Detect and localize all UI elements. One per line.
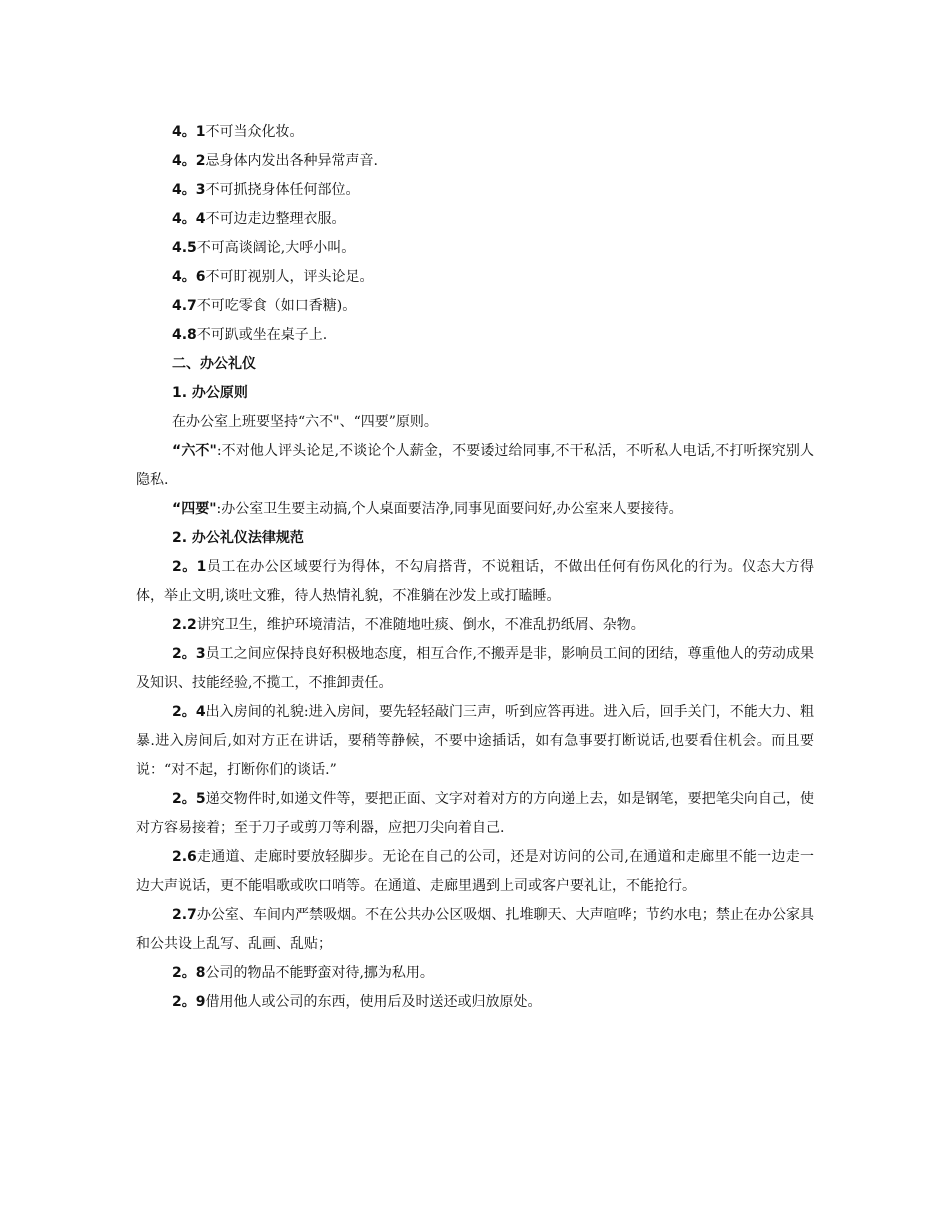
item-number: 2.7 bbox=[172, 907, 197, 923]
list-item bbox=[136, 553, 814, 611]
item-text: 讲究卫生，维护环境清洁，不准随地吐痰、倒水，不准乱扔纸屑、杂物。 bbox=[196, 617, 645, 633]
item-number: 2。4 bbox=[172, 704, 206, 720]
list-item bbox=[136, 640, 814, 698]
item-number: 4。4 bbox=[172, 211, 206, 227]
item-text: 不可趴或坐在桌子上. bbox=[196, 327, 328, 343]
item-number: 4.7 bbox=[172, 298, 197, 314]
item-number: 4。2 bbox=[172, 153, 206, 169]
item-text: 公司的物品不能野蛮对待,挪为私用。 bbox=[205, 965, 434, 981]
section-title: 二、办公礼仪 bbox=[172, 356, 256, 372]
item-text: 不可抓挠身体任何部位。 bbox=[205, 182, 360, 198]
siyao-label: “四要" bbox=[172, 501, 217, 517]
item-number: 4。6 bbox=[172, 269, 206, 285]
item-text: 员工之间应保持良好积极地态度，相互合作,不搬弄是非，影响员工间的团结，尊重他人的劳动成果及知识、技能经验,不揽工，不推卸责任。 bbox=[136, 646, 814, 691]
list-item bbox=[136, 959, 814, 988]
list-item bbox=[136, 176, 814, 205]
item-number: 4.5 bbox=[172, 240, 197, 256]
subsection-title-principles: 1. 办公原则 bbox=[172, 385, 248, 401]
list-item bbox=[136, 988, 814, 1017]
item-number: 4.8 bbox=[172, 327, 197, 343]
siyao-text: :办公室卫生要主动搞,个人桌面要洁净,同事见面要问好,办公室来人要接待。 bbox=[216, 501, 683, 517]
item-text: 不可高谈阔论,大呼小叫。 bbox=[196, 240, 356, 256]
intro-paragraph: 在办公室上班要坚持“六不"、“四要”原则。 bbox=[172, 414, 438, 430]
item-text: 不可盯视别人，评头论足。 bbox=[205, 269, 374, 285]
list-item bbox=[136, 611, 814, 640]
item-text: 员工在办公区域要行为得体，不勾肩搭背，不说粗话，不做出任何有伤风化的行为。仪态大方得体，举止文明,谈吐文雅，待人热情礼貌，不准躺在沙发上或打瞌睡。 bbox=[136, 559, 815, 604]
item-number: 4。1 bbox=[172, 124, 206, 140]
item-text: 出入房间的礼貌:进入房间，要先轻轻敲门三声，听到应答再进。进入后，回手关门，不能大力、粗暴.进入房间后,如对方正在讲话，要稍等静候，不要中途插话，如有急事要打断说话,也要看住机会。而且要说：“对不起，打断你们的谈话.” bbox=[136, 704, 814, 778]
item-text: 借用他人或公司的东西，使用后及时送还或归放原处。 bbox=[205, 994, 542, 1010]
item-text: 不可当众化妆。 bbox=[205, 124, 304, 140]
list-section-4 bbox=[136, 118, 814, 350]
item-number: 4。3 bbox=[172, 182, 206, 198]
liubu-paragraph bbox=[136, 437, 814, 495]
item-number: 2.6 bbox=[172, 849, 197, 865]
item-number: 2。9 bbox=[172, 994, 206, 1010]
list-item bbox=[136, 785, 814, 843]
item-text: 忌身体内发出各种异常声音. bbox=[205, 153, 378, 169]
subsection-title-rules: 2. 办公礼仪法律规范 bbox=[172, 530, 304, 546]
liubu-text: :不对他人评头论足,不谈论个人薪金，不要诿过给同事,不干私活，不听私人电话,不打听探究别人隐私. bbox=[136, 443, 814, 488]
item-text: 办公室、车间内严禁吸烟。不在公共办公区吸烟、扎堆聊天、大声喧哗；节约水电；禁止在办公家具和公共设上乱写、乱画、乱贴； bbox=[136, 907, 814, 952]
liubu-label: “六不" bbox=[172, 443, 217, 459]
item-number: 2。8 bbox=[172, 965, 206, 981]
list-section-2 bbox=[136, 553, 814, 1017]
list-item bbox=[136, 698, 814, 785]
item-text: 不可边走边整理衣服。 bbox=[205, 211, 346, 227]
item-number: 2.2 bbox=[172, 617, 197, 633]
item-number: 2。1 bbox=[172, 559, 207, 575]
item-text: 不可吃零食（如口香糖)。 bbox=[196, 298, 357, 314]
list-item bbox=[136, 292, 814, 321]
siyao-paragraph bbox=[136, 495, 814, 524]
list-item bbox=[136, 234, 814, 263]
list-item bbox=[136, 843, 814, 901]
item-number: 2。3 bbox=[172, 646, 206, 662]
list-item bbox=[136, 118, 814, 147]
list-item bbox=[136, 147, 814, 176]
item-text: 走通道、走廊时要放轻脚步。无论在自己的公司，还是对访问的公司,在通道和走廊里不能一边走一边大声说话，更不能唱歌或吹口哨等。在通道、走廊里遇到上司或客户要礼让，不能抢行。 bbox=[136, 849, 814, 894]
list-item bbox=[136, 205, 814, 234]
list-item bbox=[136, 263, 814, 292]
list-item bbox=[136, 901, 814, 959]
item-text: 递交物件时,如递文件等，要把正面、文字对着对方的方向递上去，如是钢笔，要把笔尖向自己，使对方容易接着；至于刀子或剪刀等利器，应把刀尖向着自己. bbox=[136, 791, 814, 836]
list-item bbox=[136, 321, 814, 350]
item-number: 2。5 bbox=[172, 791, 206, 807]
